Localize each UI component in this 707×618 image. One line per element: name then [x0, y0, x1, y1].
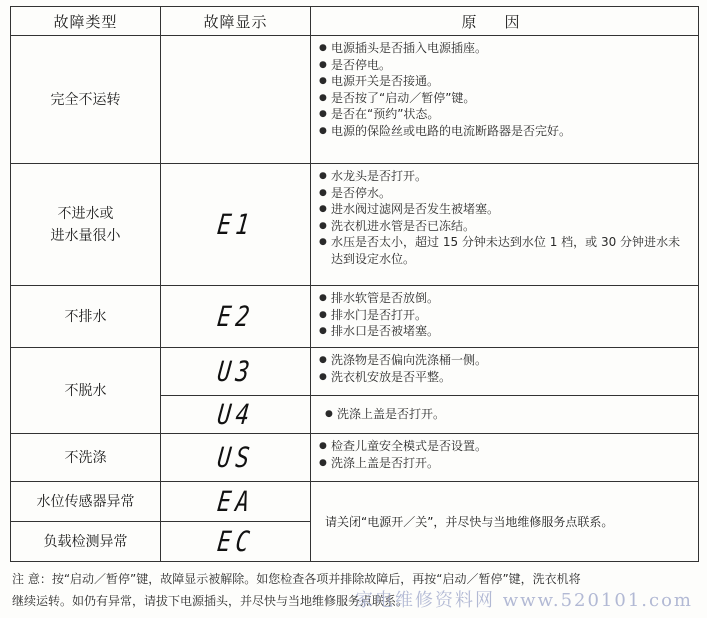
reason-item: ● 洗衣机进水管是否已冻结。 [319, 218, 692, 235]
site-watermark: 家电维修资料网 www.520101.com [355, 590, 693, 611]
fault-code-display: U4 [215, 398, 256, 431]
fault-code-display: EC [215, 525, 256, 558]
reason-cell [311, 396, 699, 434]
table-row [11, 164, 699, 286]
reason-item: ● 是否按了“启动／暂停”键。 [319, 90, 692, 107]
fault-type-cell: 负载检测异常 [11, 522, 161, 562]
reason-list [319, 168, 692, 267]
reason-cell [311, 348, 699, 396]
reason-item: ● 水压是否太小，超过 15 分钟未达到水位 1 档，或 30 分钟进水未达到设定水位。 [319, 234, 692, 267]
fault-code-display: E2 [215, 300, 256, 333]
reason-item: ● 进水阀过滤网是否发生被堵塞。 [319, 201, 692, 218]
reason-item: ● 是否停电。 [319, 57, 692, 74]
reason-item: ● 洗涤物是否偏向洗涤桶一侧。 [319, 352, 692, 369]
header-row [11, 7, 699, 36]
reason-list [319, 352, 692, 385]
reason-item: ● 电源的保险丝或电路的电流断路器是否完好。 [319, 123, 692, 140]
reason-list [319, 40, 692, 139]
fault-code-display: EA [215, 485, 256, 518]
fault-type-cell: 不洗涤 [11, 434, 161, 482]
fault-type-cell: 不脱水 [11, 348, 161, 434]
table-row [11, 36, 699, 164]
reason-item: ● 排水软管是否放倒。 [319, 290, 692, 307]
fault-code-display: US [215, 441, 256, 474]
footnote-line: 注 意：按“启动／暂停”键，故障显示被解除。如您检查各项并排除故障后，再按“启动／暂停”键，洗衣机将 [12, 572, 581, 586]
fault-type-line: 进水量很小 [50, 227, 121, 244]
fault-type-line: 不进水或 [57, 205, 114, 222]
troubleshooting-table [10, 6, 699, 562]
fault-code-cell [161, 36, 311, 164]
reason-cell [311, 286, 699, 348]
fault-code-cell [161, 286, 311, 348]
reason-item: ● 水龙头是否打开。 [319, 168, 692, 185]
reason-item: ● 洗涤上盖是否打开。 [319, 455, 692, 472]
fault-type-cell: 完全不运转 [11, 36, 161, 164]
reason-item: ● 排水门是否打开。 [319, 307, 692, 324]
table-row [11, 434, 699, 482]
fault-code-display: U3 [215, 355, 256, 388]
fault-code-cell [161, 348, 311, 396]
reason-item: ● 洗涤上盖是否打开。 [325, 406, 692, 423]
troubleshooting-table-wrapper [10, 6, 698, 562]
reason-list [319, 438, 692, 471]
fault-code-display: E1 [215, 208, 256, 241]
shared-reason-cell: 请关闭“电源开／关”，并尽快与当地维修服务点联系。 [311, 482, 699, 562]
reason-item: ● 检查儿童安全模式是否设置。 [319, 438, 692, 455]
reason-item: ● 洗衣机安放是否平整。 [319, 369, 692, 386]
fault-type-cell [11, 164, 161, 286]
reason-item: ● 是否停水。 [319, 185, 692, 202]
header-reason: 原因 [311, 7, 699, 36]
reason-cell [311, 434, 699, 482]
reason-item: ● 是否在“预约”状态。 [319, 106, 692, 123]
fault-code-cell [161, 396, 311, 434]
reason-item: ● 电源开关是否接通。 [319, 73, 692, 90]
table-row [11, 348, 699, 396]
fault-type-cell: 水位传感器异常 [11, 482, 161, 522]
fault-code-cell [161, 522, 311, 562]
fault-code-cell [161, 434, 311, 482]
table-row [11, 482, 699, 522]
reason-list [319, 290, 692, 340]
footnote-line: 继续运转。如仍有异常，请拔下电源插头，并尽快与当地维修服务点联系。 [12, 594, 409, 608]
reason-cell [311, 36, 699, 164]
header-fault-type: 故障类型 [11, 7, 161, 36]
reason-cell [311, 164, 699, 286]
reason-item: ● 排水口是否被堵塞。 [319, 323, 692, 340]
reason-item: ● 电源插头是否插入电源插座。 [319, 40, 692, 57]
fault-code-cell [161, 482, 311, 522]
reason-list [325, 406, 692, 423]
fault-type-cell: 不排水 [11, 286, 161, 348]
fault-code-cell [161, 164, 311, 286]
header-fault-code: 故障显示 [161, 7, 311, 36]
table-row [11, 286, 699, 348]
